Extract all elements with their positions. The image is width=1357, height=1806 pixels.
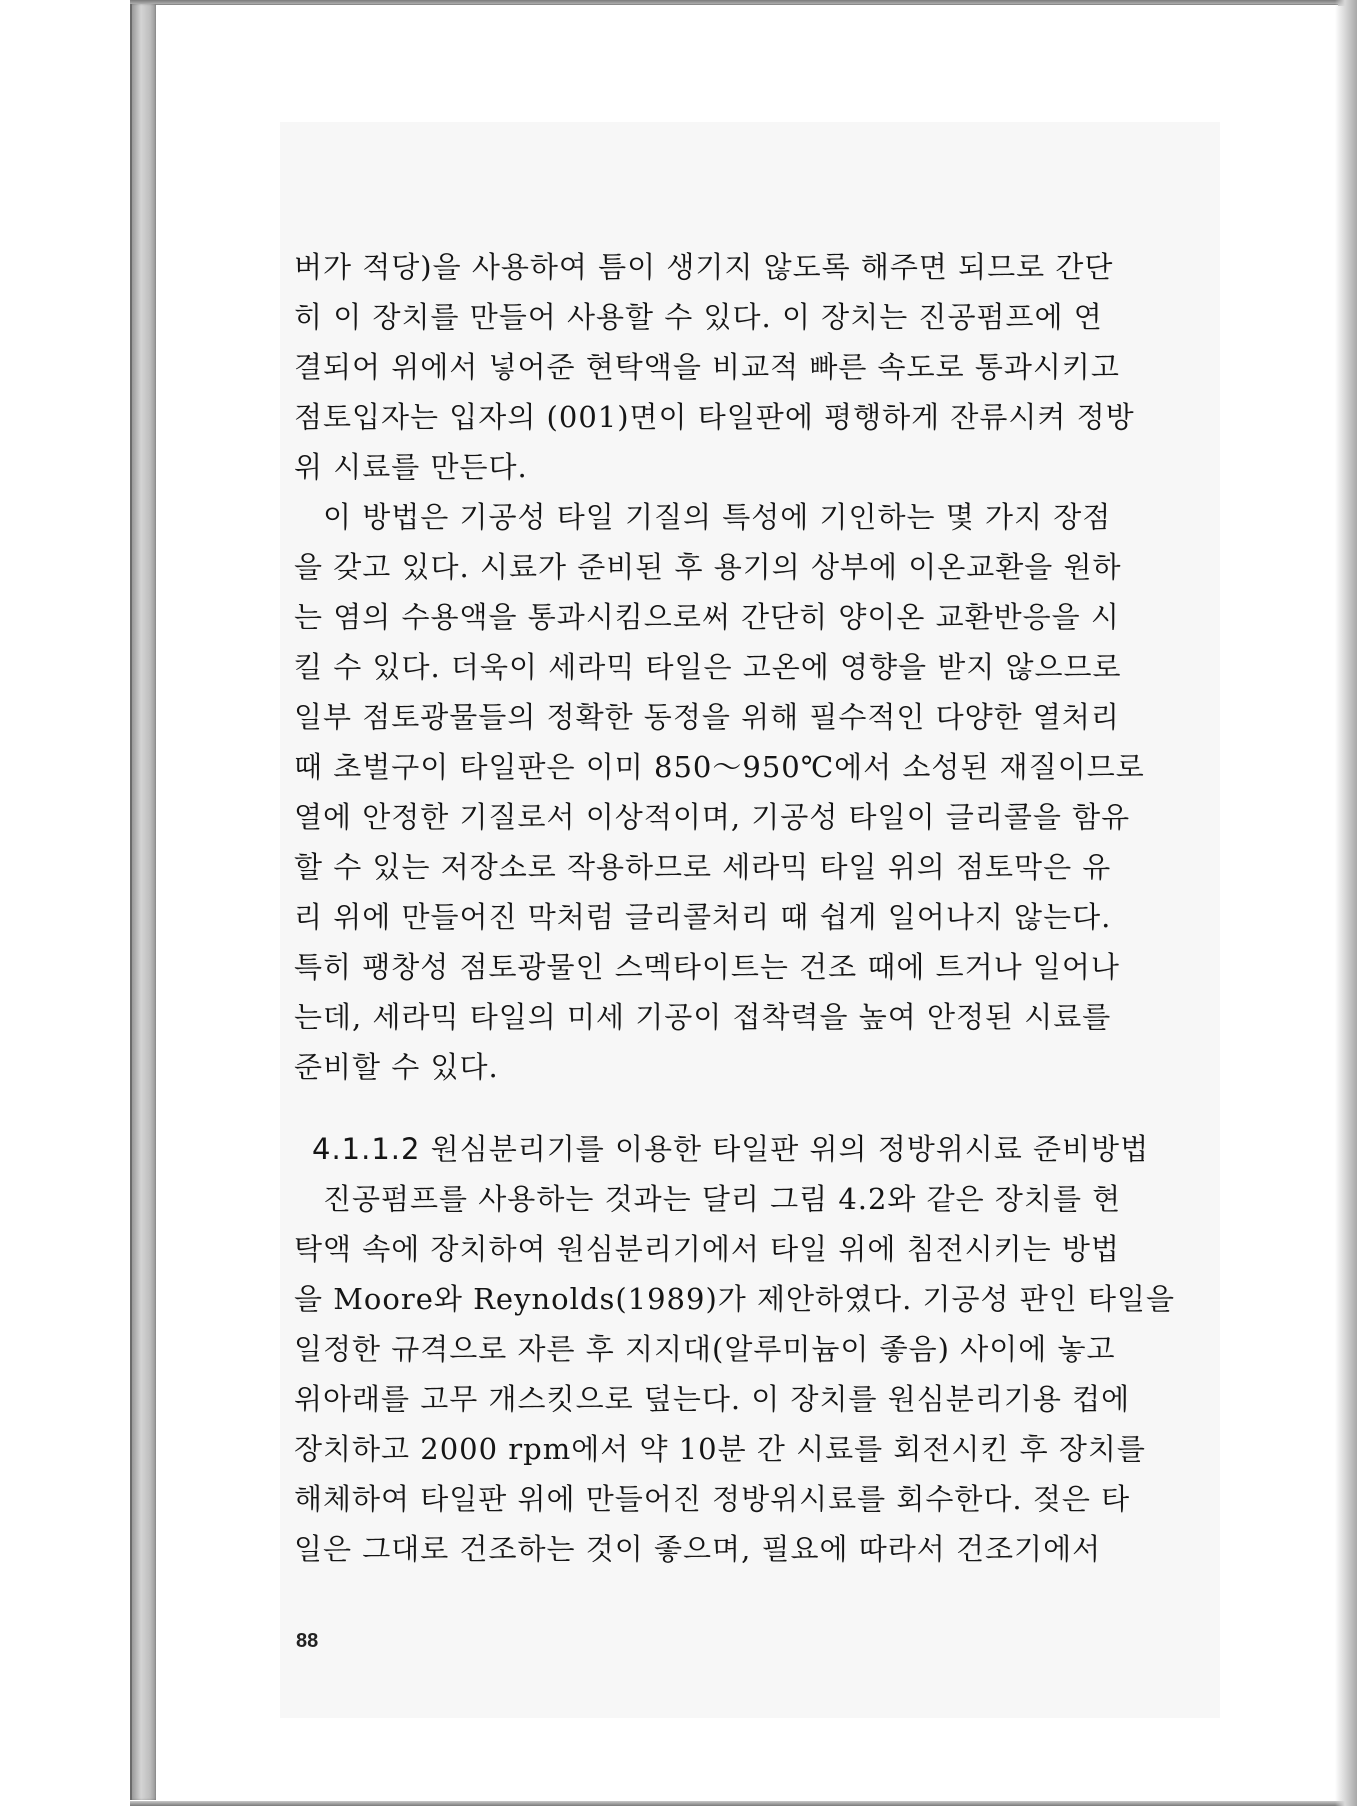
text-line: 위아래를 고무 개스킷으로 덮는다. 이 장치를 원심분리기용 컵에 <box>294 1382 1131 1416</box>
paragraph-centrifuge-method <box>294 1174 1206 1574</box>
text-line: 특히 팽창성 점토광물인 스멕타이트는 건조 때에 트거나 일어나 <box>294 950 1120 984</box>
text-line: 열에 안정한 기질로서 이상적이며, 기공성 타일이 글리콜을 함유 <box>294 800 1131 834</box>
text-line: 일정한 규격으로 자른 후 지지대(알루미늄이 좋음) 사이에 놓고 <box>294 1332 1116 1366</box>
text-line: 점토입자는 입자의 (001)면이 타일판에 평행하게 잔류시켜 정방 <box>294 400 1135 434</box>
text-line: 해체하여 타일판 위에 만들어진 정방위시료를 회수한다. 젖은 타 <box>294 1482 1131 1516</box>
text-line: 할 수 있는 저장소로 작용하므로 세라믹 타일 위의 점토막은 유 <box>294 850 1112 884</box>
page-edge-shadow <box>1335 0 1357 1806</box>
text-line: 리 위에 만들어진 막처럼 글리콜처리 때 쉽게 일어나지 않는다. <box>294 900 1112 934</box>
text-line: 때 초벌구이 타일판은 이미 850～950℃에서 소성된 재질이므로 <box>294 750 1145 784</box>
text-line: 진공펌프를 사용하는 것과는 달리 그림 4.2와 같은 장치를 현 <box>323 1182 1122 1216</box>
text-line: 일은 그대로 건조하는 것이 좋으며, 필요에 따라서 건조기에서 <box>294 1532 1102 1566</box>
paragraph-continued <box>294 242 1206 492</box>
text-line: 는 염의 수용액을 통과시킴으로써 간단히 양이온 교환반응을 시 <box>294 600 1120 634</box>
text-line: 탁액 속에 장치하여 원심분리기에서 타일 위에 침전시키는 방법 <box>294 1232 1120 1266</box>
text-line: 을 Moore와 Reynolds(1989)가 제안하였다. 기공성 판인 타일을 <box>294 1282 1176 1316</box>
page-body <box>294 242 1206 1574</box>
text-line: 이 방법은 기공성 타일 기질의 특성에 기인하는 몇 가지 장점 <box>323 500 1112 534</box>
text-line: 버가 적당)을 사용하여 틈이 생기지 않도록 해주면 되므로 간단 <box>294 250 1114 284</box>
text-line: 위 시료를 만든다. <box>294 450 528 484</box>
text-line: 결되어 위에서 넣어준 현탁액을 비교적 빠른 속도로 통과시키고 <box>294 350 1120 384</box>
text-line: 는데, 세라믹 타일의 미세 기공이 접착력을 높여 안정된 시료를 <box>294 1000 1112 1034</box>
book-spine <box>130 4 158 1800</box>
text-line: 킬 수 있다. 더욱이 세라믹 타일은 고온에 영향을 받지 않으므로 <box>294 650 1122 684</box>
text-line: 준비할 수 있다. <box>294 1050 499 1084</box>
text-line: 을 갖고 있다. 시료가 준비된 후 용기의 상부에 이온교환을 원하 <box>294 550 1122 584</box>
text-line: 일부 점토광물들의 정확한 동정을 위해 필수적인 다양한 열처리 <box>294 700 1120 734</box>
page-number: 88 <box>296 1630 319 1652</box>
paragraph-advantages <box>294 492 1206 1092</box>
text-line: 장치하고 2000 rpm에서 약 10분 간 시료를 회전시킨 후 장치를 <box>294 1432 1146 1466</box>
book-bottom-edge <box>130 1801 1350 1806</box>
section-heading: 4.1.1.2 원심분리기를 이용한 타일판 위의 정방위시료 준비방법 <box>312 1132 1150 1166</box>
text-line: 히 이 장치를 만들어 사용할 수 있다. 이 장치는 진공펌프에 연 <box>294 300 1103 334</box>
